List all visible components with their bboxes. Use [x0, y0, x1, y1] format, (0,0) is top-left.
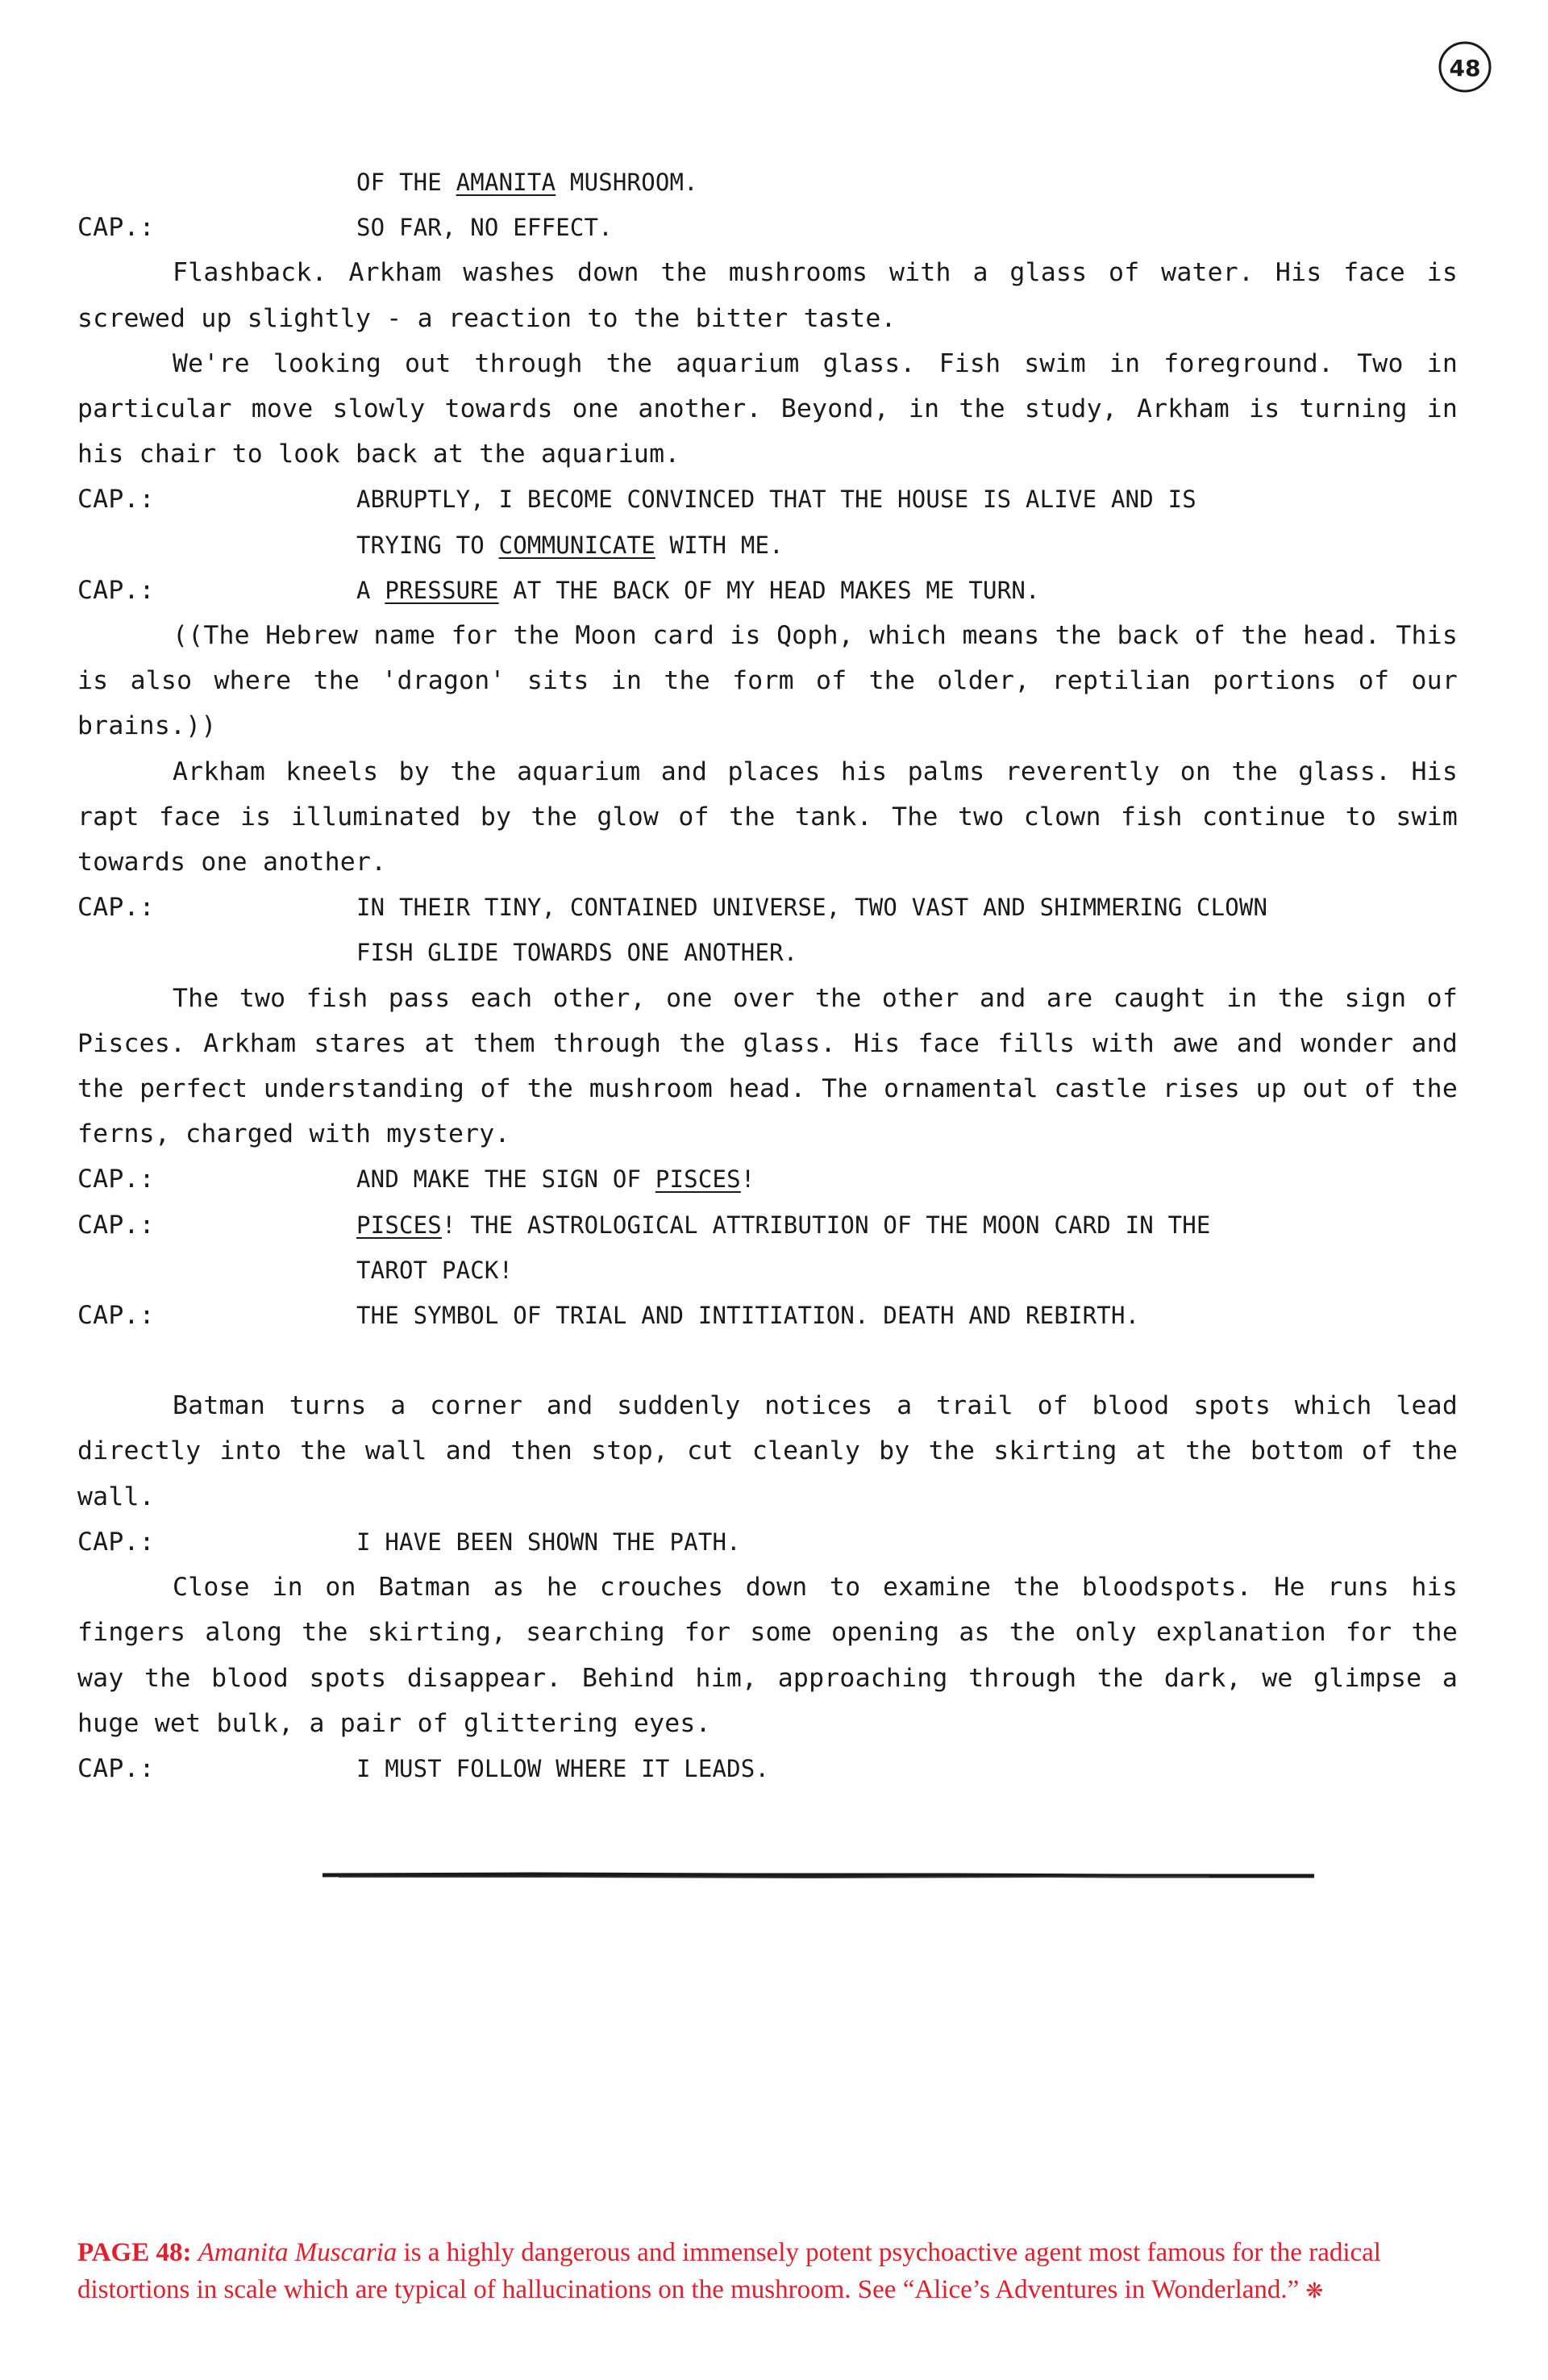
page-number-text: 48 — [1449, 55, 1481, 81]
footnote — [77, 2234, 1472, 2310]
action-paragraph: The two fish pass each other, one over the other and are caught in the sign of Pisces. Arkham stares at them through the glass. His face fills with awe and wonder and the perfect understanding of the mushroom head. The ornamental castle rises up out of the ferns, charged with mystery. — [77, 983, 1458, 1149]
caption-line — [77, 1157, 1458, 1202]
action-paragraph: Batman turns a corner and suddenly notices a trail of blood spots which lead directly into the wall and then stop, cut cleanly by the skirting at the bottom of the wall. — [77, 1391, 1458, 1511]
caption-text: I HAVE BEEN SHOWN THE PATH. — [356, 1528, 741, 1556]
script-body — [77, 160, 1458, 1791]
caption-text: I MUST FOLLOW WHERE IT LEADS. — [356, 1754, 770, 1782]
caption-fragment: MUSHROOM. — [556, 169, 698, 196]
action-paragraph: Arkham kneels by the aquarium and places his palms reverently on the glass. His rapt face is illuminated by the glow of the tank. The two clown fish continue to swim towards one another. — [77, 757, 1458, 877]
underlined-word: AMANITA — [456, 169, 556, 196]
caption-fragment: A — [356, 576, 385, 604]
caption-line — [77, 1203, 1458, 1248]
caption-text — [356, 523, 1458, 568]
caption-continuation — [77, 1248, 1458, 1293]
caption-fragment: OF THE — [356, 169, 456, 196]
caption-text — [356, 1157, 1458, 1202]
caption-line — [77, 568, 1458, 613]
caption-text: ABRUPTLY, I BECOME CONVINCED THAT THE HOUSE IS ALIVE AND IS — [356, 486, 1196, 514]
underlined-word: PISCES — [356, 1211, 442, 1239]
underlined-word: COMMUNICATE — [498, 531, 655, 559]
section-divider — [322, 1869, 1314, 1881]
caption-label: CAP.: — [77, 575, 155, 605]
action-paragraph: ((The Hebrew name for the Moon card is Qoph, which means the back of the head. This is also where the 'dragon' sits in the form of the older, reptilian portions of our brains.)) — [77, 621, 1458, 741]
caption-fragment: AND MAKE THE SIGN OF — [356, 1165, 655, 1194]
underlined-word: PISCES — [655, 1165, 741, 1194]
caption-line — [77, 1293, 1458, 1338]
caption-continuation — [77, 523, 1458, 568]
action-paragraph: Flashback. Arkham washes down the mushrooms with a glass of water. His face is screwed up slightly - a reaction to the bitter taste. — [77, 258, 1458, 333]
caption-label: CAP.: — [77, 1527, 155, 1557]
page-number-circle — [1437, 39, 1493, 95]
caption-text — [356, 1203, 1458, 1248]
caption-continuation — [77, 160, 1458, 205]
caption-label: CAP.: — [77, 1165, 155, 1194]
caption-line — [77, 1746, 1458, 1791]
caption-label: CAP.: — [77, 213, 155, 243]
footnote-body: is a highly dangerous and immensely potent psychoactive agent most famous for the radical distortions in scale which are typical of hallucinations on the mushroom. See “Alice’s Adventures in Wonderland.” — [77, 2238, 1381, 2304]
caption-line — [77, 205, 1458, 250]
caption-line — [77, 1519, 1458, 1565]
action-paragraph: Close in on Batman as he crouches down to examine the bloodspots. He runs his fingers along the skirting, searching for some opening as the only explanation for the way the blood spots disappear. Behind him, approaching through the dark, we glimpse a huge wet bulk, a pair of glittering eyes. — [77, 1573, 1458, 1738]
caption-text — [356, 930, 1458, 975]
caption-continuation — [77, 930, 1458, 975]
blank-line — [77, 1338, 1458, 1383]
caption-line — [77, 885, 1458, 930]
caption-text — [356, 568, 1458, 613]
footnote-lead: PAGE 48: — [77, 2238, 192, 2267]
caption-fragment: ! THE ASTROLOGICAL ATTRIBUTION OF THE MOON CARD IN THE — [441, 1211, 1211, 1239]
caption-fragment: TAROT PACK! — [356, 1256, 514, 1284]
footnote-title: Amanita Muscaria — [198, 2238, 397, 2267]
caption-label: CAP.: — [77, 1753, 155, 1783]
caption-label: CAP.: — [77, 485, 155, 515]
caption-label: CAP.: — [77, 893, 155, 923]
caption-fragment: WITH ME. — [655, 531, 784, 559]
caption-text: SO FAR, NO EFFECT. — [356, 214, 613, 242]
caption-text — [356, 1248, 1458, 1293]
underlined-word: PRESSURE — [385, 576, 499, 604]
action-paragraph: We're looking out through the aquarium glass. Fish swim in foreground. Two in particular move slowly towards one another. Beyond, in the study, Arkham is turning in his chair to look back at the aquarium. — [77, 348, 1458, 469]
caption-fragment: TRYING TO — [356, 531, 499, 559]
caption-text: IN THEIR TINY, CONTAINED UNIVERSE, TWO VAST AND SHIMMERING CLOWN — [356, 894, 1268, 922]
caption-label: CAP.: — [77, 1301, 155, 1331]
page-number — [1437, 39, 1493, 95]
caption-label: CAP.: — [77, 1210, 155, 1240]
footnote-end-mark: ❋ — [1305, 2279, 1324, 2303]
caption-fragment: AT THE BACK OF MY HEAD MAKES ME TURN. — [498, 576, 1040, 604]
caption-fragment: FISH GLIDE TOWARDS ONE ANOTHER. — [356, 939, 798, 967]
caption-fragment: ! — [740, 1165, 755, 1194]
caption-line — [77, 477, 1458, 522]
caption-text: THE SYMBOL OF TRIAL AND INTITIATION. DEATH AND REBIRTH. — [356, 1302, 1140, 1330]
caption-text — [356, 160, 1458, 205]
